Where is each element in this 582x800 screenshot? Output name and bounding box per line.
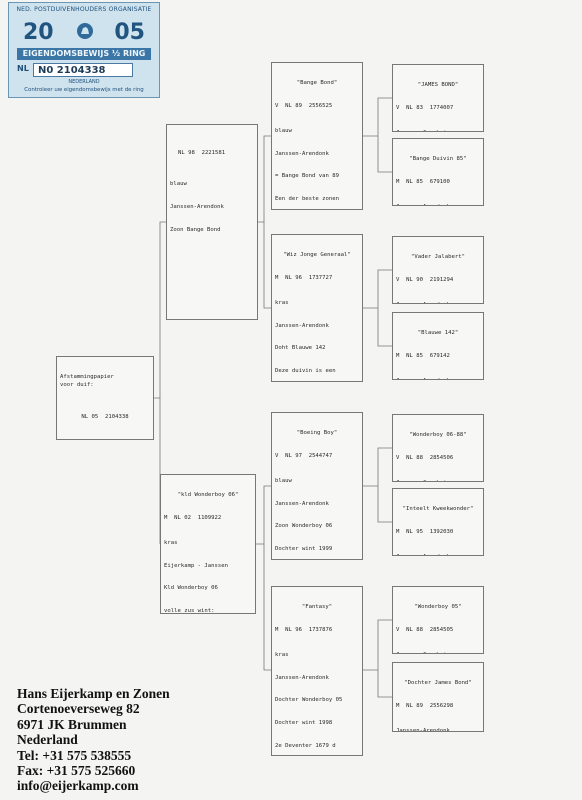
dam-sex: M (164, 514, 168, 521)
ddd-line-0: Janssen-Arendonk (396, 727, 450, 732)
ssd-ring: NL 85 679100 (406, 178, 450, 185)
sss-title: "JAMES BOND" (417, 82, 459, 89)
sd-ring: NL 96 1737727 (285, 274, 333, 281)
ss-sex: V (275, 102, 279, 109)
sd-title: "Wiz Jonge Generaal" (283, 252, 351, 259)
stamp-year-left: 20 (23, 19, 54, 45)
stamp-band: EIGENDOMSBEWIJS ½ RING (17, 48, 151, 60)
dam-line-0: kras (164, 539, 178, 546)
ds-line-2: Zoon Wonderboy 06 (275, 523, 333, 530)
ds-line-3: Dochter wint 1999 (275, 546, 333, 553)
stamp-ring-number: N0 2104338 (33, 63, 133, 77)
address-tel: Tel: +31 575 538555 (17, 747, 132, 763)
sdd-ring: NL 85 679142 (406, 352, 450, 359)
dam-line-2: Kld Wonderboy 06 (164, 585, 218, 592)
ss-line-3: Een der beste zonen (275, 196, 339, 203)
ssd-sex: M (396, 178, 400, 185)
dss-title: "Wonderboy 06-88" (409, 432, 467, 439)
ssd-title: "Bange Duivin 85" (409, 156, 467, 163)
dam-title: "kld Wonderboy 06" (177, 492, 239, 499)
dam-ring-no: NL 02 1109922 (174, 514, 222, 521)
sd-sex: M (275, 274, 279, 281)
sd-line-1: Janssen-Arendonk (275, 322, 329, 329)
ddd-title: "Dochter James Bond" (404, 680, 472, 687)
ds-title: "Boeing Boy" (296, 430, 338, 437)
dam-line-1: Eijerkamp - Janssen (164, 562, 228, 569)
dd-line-2: Dochter Wonderboy 05 (275, 697, 343, 704)
breeder-address (17, 686, 227, 794)
sd-line-2: Doht Blauwe 142 (275, 345, 326, 352)
ds-line-1: Janssen-Arendonk (275, 500, 329, 507)
stamp-country-code: NL (17, 64, 29, 73)
sds-title: "Vader Jalabert" (411, 254, 465, 261)
ds-sex: V (275, 452, 279, 459)
dds-sex: V (396, 626, 400, 633)
ddd-ring: NL 89 2556298 (406, 702, 454, 709)
stamp-year-right: 05 (114, 19, 145, 45)
dss-sex: V (396, 454, 400, 461)
dds-ring: NL 88 2854505 (406, 626, 454, 633)
address-city: 6971 JK Brummen (17, 716, 127, 732)
sire-line-1: Janssen-Arendonk (170, 203, 224, 210)
sire-line-2: Zoon Bange Bond (170, 226, 221, 233)
dds-title: "Wonderboy 05" (414, 604, 462, 611)
subject-ring: NL 05 2104338 (81, 413, 129, 420)
dd-line-0: kras (275, 651, 289, 658)
address-country: Nederland (17, 732, 78, 748)
sdd-title: "Blauwe 142" (417, 330, 459, 337)
stamp-country: NEDERLAND (68, 79, 100, 85)
address-street: Cortenoeverseweg 82 (17, 701, 140, 717)
dss-ring: NL 88 2854506 (406, 454, 454, 461)
ds-ring: NL 97 2544747 (285, 452, 333, 459)
dsd-ring: NL 95 1392030 (406, 528, 454, 535)
sire-ring: NL 98 2221581 (178, 150, 226, 157)
dd-line-1: Janssen-Arendonk (275, 674, 329, 681)
dd-title: "Fantasy" (301, 604, 333, 611)
dd-sex: M (275, 626, 279, 633)
sd-line-0: kras (275, 299, 289, 306)
address-fax: Fax: +31 575 525660 (17, 763, 136, 779)
dd-ring: NL 96 1737876 (285, 626, 333, 633)
sire-line-0: blauw (170, 180, 187, 187)
ss-ring: NL 89 2556525 (285, 102, 333, 109)
ss-title: "Bange Bond" (296, 80, 338, 87)
stamp-org: NED. POSTDUIVENHOUDERS ORGANISATIE (16, 6, 152, 13)
stamp-footer: Controleer uw eigendomsbewijs met de ring (24, 87, 144, 93)
subject-header: Afstammingpapier voor duif: (60, 374, 114, 388)
ss-line-0: blauw (275, 127, 292, 134)
sss-ring: NL 83 1774007 (406, 104, 454, 111)
dsd-sex: M (396, 528, 400, 535)
sdd-sex: M (396, 352, 400, 359)
dd-line-3: Dochter wint 1998 (275, 720, 333, 727)
address-name: Hans Eijerkamp en Zonen (17, 686, 170, 701)
dd-line-4: 2e Deventer 1679 d (275, 742, 336, 749)
ddd-sex: M (396, 702, 400, 709)
address-email[interactable]: info@eijerkamp.com (17, 778, 139, 794)
sds-sex: V (396, 276, 400, 283)
sd-line-3: Deze duivin is een (275, 368, 336, 375)
ds-line-0: blauw (275, 477, 292, 484)
sss-sex: V (396, 104, 400, 111)
ss-line-2: = Bange Bond van 89 (275, 173, 339, 180)
sds-ring: NL 90 2191294 (406, 276, 454, 283)
dsd-title: "Inteelt Kweekwonder" (402, 506, 474, 513)
ss-line-1: Janssen-Arendonk (275, 150, 329, 157)
dam-line-3: volle zus wint: (164, 608, 215, 614)
